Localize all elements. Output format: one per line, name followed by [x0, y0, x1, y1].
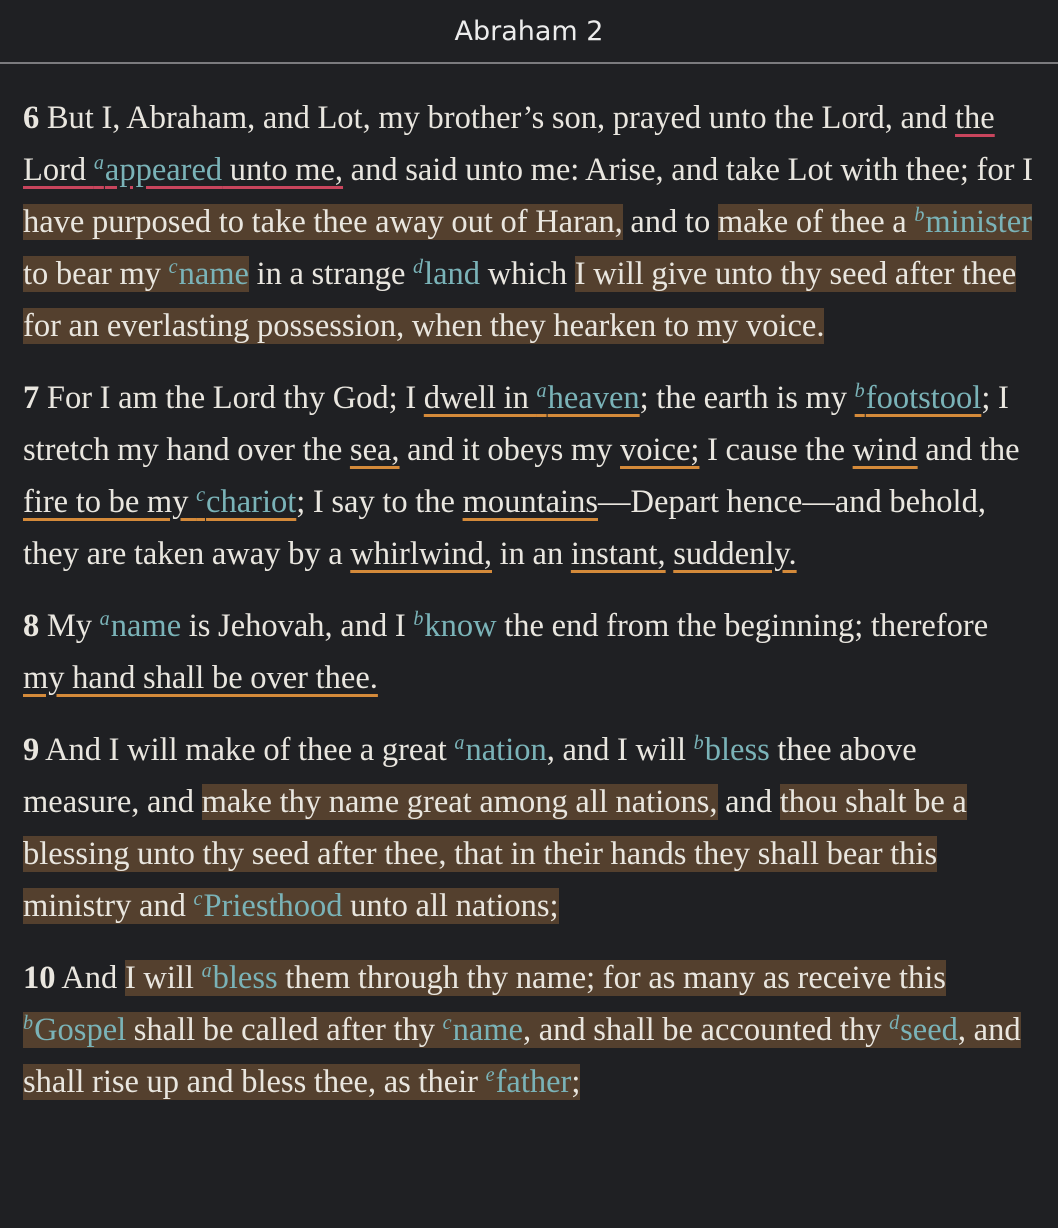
verse-number[interactable]: 7 [23, 380, 40, 416]
highlighted-segment: , and shall be accounted thy [522, 1012, 890, 1048]
footnote-word: bless [212, 960, 278, 996]
underlined-text[interactable]: mountains [462, 484, 598, 520]
footnote-link[interactable] [413, 256, 480, 292]
verse-text: For I am the Lord thy God; I [39, 380, 424, 416]
highlighted-segment: I will [124, 960, 202, 996]
highlighted-segment: shall be called after thy [126, 1012, 443, 1048]
footnote-link[interactable] [23, 1012, 126, 1048]
verse-text: thee above measure, and [23, 732, 917, 820]
footnote-marker: d [889, 1011, 900, 1034]
footnote-word: land [424, 256, 481, 292]
footnote-marker: d [413, 255, 424, 278]
footnote-link[interactable] [855, 380, 982, 416]
chapter-title: Abraham 2 [454, 15, 604, 47]
footnote-marker: c [196, 483, 206, 506]
verse-text: But I, Abraham, and Lot, my brother’s son, prayed unto the Lord, and [39, 100, 956, 136]
verse-text: My [39, 608, 100, 644]
footnote-word: name [178, 256, 249, 292]
highlighted-text[interactable]: have purposed to take thee away out of Haran, [23, 204, 623, 240]
verse-8[interactable] [23, 600, 1036, 704]
footnote-marker: a [454, 731, 465, 754]
underlined-segment: dwell in [423, 380, 537, 416]
footnote-word: Gospel [34, 1012, 127, 1048]
verse-number[interactable]: 6 [23, 100, 40, 136]
underlined-segment: fire to be my [23, 484, 197, 520]
footnote-marker: c [193, 887, 203, 910]
chapter-header [0, 0, 1058, 64]
footnote-link[interactable] [413, 608, 496, 644]
verse-text: in an [492, 536, 571, 572]
footnote-word: name [110, 608, 182, 644]
highlighted-segment: thou shalt be a blessing unto thy seed after thee, that in their hands they shall bear this ministry and [23, 784, 967, 924]
verse-text: in a strange [248, 256, 414, 292]
footnote-link[interactable] [889, 1012, 958, 1048]
highlighted-text[interactable]: I will give unto thy seed after thee for an everlasting possession, when they hearken to my voice. [23, 256, 1017, 344]
footnote-word: footstool [865, 380, 982, 416]
verse-text: And I will make of thee a great [39, 732, 455, 768]
verse-text: and said unto me: Arise, and take Lot with thee; for I [343, 152, 1033, 188]
footnote-marker: a [536, 379, 547, 402]
underlined-text[interactable] [23, 484, 296, 520]
footnote-word: heaven [547, 380, 640, 416]
footnote-link[interactable] [486, 1064, 572, 1100]
highlighted-text[interactable]: make thy name great among all nations, [201, 784, 718, 820]
footnote-link[interactable] [443, 1012, 523, 1048]
verse-text: which [480, 256, 575, 292]
footnote-marker: b [413, 607, 424, 630]
footnote-word: chariot [206, 484, 297, 520]
verse-text: I cause the [699, 432, 853, 468]
highlighted-segment: to bear my [23, 256, 169, 292]
footnote-word: name [452, 1012, 523, 1048]
footnote-word: know [424, 608, 497, 644]
verse-text: And [55, 960, 125, 996]
footnote-link[interactable] [169, 256, 249, 292]
verse-number[interactable]: 10 [23, 960, 56, 996]
verse-number[interactable]: 9 [23, 732, 40, 768]
footnote-word: bless [704, 732, 770, 768]
underlined-text[interactable] [855, 380, 982, 416]
highlighted-segment: , and shall rise up and bless thee, as their [23, 1012, 1021, 1100]
underlined-text[interactable]: my hand shall be over thee. [23, 660, 378, 696]
footnote-word: minister [925, 204, 1032, 240]
verse-number[interactable]: 8 [23, 608, 40, 644]
underlined-text[interactable]: sea, [349, 432, 400, 468]
footnote-link[interactable] [454, 732, 546, 768]
footnote-word: Priesthood [203, 888, 343, 924]
footnote-word: appeared [104, 152, 223, 188]
verse-text: and the [917, 432, 1020, 468]
footnote-link[interactable] [100, 608, 181, 644]
footnote-marker: a [201, 959, 212, 982]
highlighted-segment: them through thy name; for as many as receive this [277, 960, 946, 996]
footnote-word: nation [465, 732, 547, 768]
highlighted-segment: make of thee a [717, 204, 915, 240]
footnote-link[interactable] [202, 960, 278, 996]
footnote-marker: b [854, 379, 865, 402]
footnote-link[interactable] [914, 204, 1032, 240]
underlined-text[interactable]: whirlwind, [350, 536, 492, 572]
footnote-marker: a [93, 151, 104, 174]
footnote-word: seed [900, 1012, 958, 1048]
verse-text: ; I say to the [296, 484, 463, 520]
underlined-text[interactable]: suddenly. [673, 536, 797, 572]
underlined-text[interactable] [424, 380, 640, 416]
footnote-link[interactable] [94, 152, 222, 188]
verse-text: —Depart hence—and behold, they are taken away by a [23, 484, 986, 572]
highlighted-segment: unto all nations; [342, 888, 559, 924]
verse-text: and it obeys my [399, 432, 621, 468]
verse-text: ; I stretch my hand over the [23, 380, 1009, 468]
underlined-segment: unto me, [222, 152, 344, 188]
footnote-link[interactable] [196, 484, 296, 520]
footnote-link[interactable] [537, 380, 640, 416]
verse-9[interactable] [23, 724, 1036, 932]
footnote-marker: b [693, 731, 704, 754]
highlighted-text[interactable] [23, 960, 1021, 1100]
verse-text: , and I will [546, 732, 694, 768]
underlined-segment: the Lord [23, 100, 995, 188]
highlighted-segment: ; [571, 1064, 581, 1100]
footnote-marker: c [442, 1011, 452, 1034]
verse-text: the end from the beginning; therefore [496, 608, 989, 644]
verse-10[interactable] [23, 952, 1036, 1108]
footnote-marker: e [485, 1063, 495, 1086]
footnote-word: father [495, 1064, 572, 1100]
verse-text: and to [622, 204, 718, 240]
footnote-marker: c [168, 255, 178, 278]
verse-text: and [717, 784, 780, 820]
underlined-text[interactable]: wind [852, 432, 918, 468]
footnote-link[interactable] [694, 732, 770, 768]
verse-text: is Jehovah, and I [181, 608, 414, 644]
underlined-text[interactable]: voice; [620, 432, 700, 468]
verse-7[interactable] [23, 372, 1036, 580]
verse-6[interactable] [23, 92, 1036, 352]
footnote-link[interactable] [194, 888, 343, 924]
footnote-marker: b [23, 1011, 34, 1034]
footnote-marker: b [914, 203, 925, 226]
verse-text: ; the earth is my [639, 380, 855, 416]
chapter-content [0, 64, 1058, 1108]
footnote-marker: a [99, 607, 110, 630]
underlined-text[interactable]: instant, [570, 536, 666, 572]
